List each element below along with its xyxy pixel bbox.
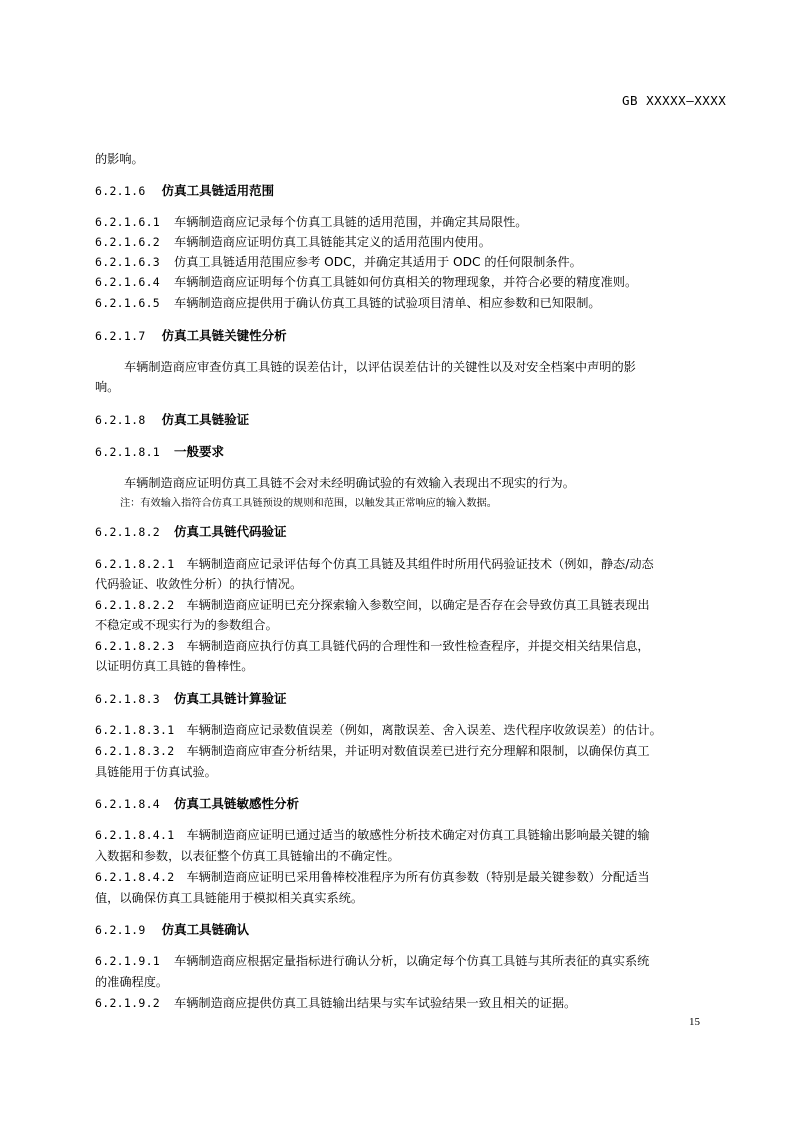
clause-text: 车辆制造商应根据定量指标进行确认分析，以确定每个仿真工具链与其所表征的真实系统 xyxy=(174,954,650,968)
section-6-2-1-8-heading xyxy=(95,410,249,428)
clause-number: 6.2.1.9.2 xyxy=(95,996,161,1010)
clause-6-2-1-6-5 xyxy=(95,294,601,311)
clause-text: 车辆制造商应提供用于确认仿真工具链的试验项目清单、相应参数和已知限制。 xyxy=(174,296,601,310)
paragraph-6-2-1-8-1: 车辆制造商应证明仿真工具链不会对未经明确试验的有效输入表现出不现实的行为。 xyxy=(124,476,575,490)
section-6-2-1-8-1-heading xyxy=(95,442,224,460)
clause-text: 车辆制造商应审查分析结果，并证明对数值误差已进行充分理解和限制，以确保仿真工 xyxy=(186,744,650,758)
section-6-2-1-8-4-heading xyxy=(95,794,299,812)
clause-6-2-1-6-4 xyxy=(95,273,637,290)
document-code-header: GB XXXXX—XXXX xyxy=(622,93,727,108)
clause-text: 车辆制造商应证明已通过适当的敏感性分析技术确定对仿真工具链输出影响最关键的输 xyxy=(186,828,650,842)
clause-text: 车辆制造商应记录数值误差（例如，离散误差、舍入误差、迭代程序收敛误差）的估计。 xyxy=(186,723,662,737)
section-number: 6.2.1.8.4 xyxy=(95,797,161,811)
clause-6-2-1-8-2-1-line2: 代码验证、收敛性分析）的执行情况。 xyxy=(95,577,303,591)
clause-number: 6.2.1.6.2 xyxy=(95,235,161,249)
clause-text: 车辆制造商应证明仿真工具链能其定义的适用范围内使用。 xyxy=(174,235,491,249)
section-number: 6.2.1.8.2 xyxy=(95,525,161,539)
page-number: 15 xyxy=(689,1016,700,1028)
section-title: 仿真工具链关键性分析 xyxy=(161,328,287,343)
clause-6-2-1-8-2-3-line2: 以证明仿真工具链的鲁棒性。 xyxy=(95,659,254,673)
section-6-2-1-8-3-heading xyxy=(95,689,287,707)
clause-6-2-1-6-1 xyxy=(95,213,527,230)
clause-text: 仿真工具链适用范围应参考 ODC，并确定其适用于 ODC 的任何限制条件。 xyxy=(174,255,582,269)
clause-6-2-1-8-2-3-line1 xyxy=(95,637,650,654)
section-title: 仿真工具链敏感性分析 xyxy=(174,796,300,811)
clause-text: 车辆制造商应提供仿真工具链输出结果与实车试验结果一致且相关的证据。 xyxy=(174,996,577,1010)
clause-text: 车辆制造商应记录评估每个仿真工具链及其组件时所用代码验证技术（例如，静态/动态 xyxy=(186,557,654,571)
section-6-2-1-7-heading xyxy=(95,326,287,344)
clause-6-2-1-8-2-2-line2: 不稳定或不现实行为的参数组合。 xyxy=(95,618,278,632)
clause-number: 6.2.1.6.4 xyxy=(95,275,161,289)
continuation-text: 的影响。 xyxy=(95,152,144,166)
clause-6-2-1-9-1-line1 xyxy=(95,952,649,969)
clause-6-2-1-8-3-2-line2: 具链能用于仿真试验。 xyxy=(95,765,217,779)
clause-number: 6.2.1.6.3 xyxy=(95,255,161,269)
section-title: 仿真工具链确认 xyxy=(161,922,250,937)
paragraph-6-2-1-7-line2: 响。 xyxy=(95,380,120,394)
section-number: 6.2.1.8 xyxy=(95,413,146,427)
clause-text: 车辆制造商应证明已采用鲁棒校准程序为所有仿真参数（特别是最关键参数）分配适当 xyxy=(186,870,650,884)
section-title: 仿真工具链适用范围 xyxy=(161,183,275,198)
clause-6-2-1-8-3-1 xyxy=(95,721,662,738)
clause-number: 6.2.1.8.4.2 xyxy=(95,870,175,884)
section-number: 6.2.1.8.1 xyxy=(95,445,161,459)
clause-6-2-1-8-2-1-line1 xyxy=(95,555,654,572)
clause-number: 6.2.1.6.1 xyxy=(95,215,161,229)
clause-6-2-1-8-4-2-line1 xyxy=(95,868,650,885)
clause-number: 6.2.1.6.5 xyxy=(95,296,161,310)
section-number: 6.2.1.7 xyxy=(95,329,146,343)
paragraph-6-2-1-7-line1: 车辆制造商应审查仿真工具链的误差估计，以评估误差估计的关键性以及对安全档案中声明的影 xyxy=(124,360,636,374)
section-number: 6.2.1.8.3 xyxy=(95,692,161,706)
section-number: 6.2.1.9 xyxy=(95,923,146,937)
clause-6-2-1-8-3-2-line1 xyxy=(95,742,650,759)
clause-number: 6.2.1.8.2.1 xyxy=(95,557,175,571)
clause-text: 车辆制造商应记录每个仿真工具链的适用范围，并确定其局限性。 xyxy=(174,215,528,229)
clause-number: 6.2.1.8.4.1 xyxy=(95,828,175,842)
clause-6-2-1-6-2 xyxy=(95,233,491,250)
section-number: 6.2.1.6 xyxy=(95,184,146,198)
section-6-2-1-6-heading xyxy=(95,181,274,199)
clause-6-2-1-6-3 xyxy=(95,253,582,270)
clause-number: 6.2.1.8.2.3 xyxy=(95,639,175,653)
section-6-2-1-8-2-heading xyxy=(95,522,287,540)
clause-6-2-1-9-1-line2: 的准确程度。 xyxy=(95,975,169,989)
section-title: 仿真工具链验证 xyxy=(161,412,250,427)
clause-6-2-1-8-4-1-line2: 入数据和参数，以表征整个仿真工具链输出的不确定性。 xyxy=(95,849,400,863)
clause-text: 车辆制造商应执行仿真工具链代码的合理性和一致性检查程序，并提交相关结果信息， xyxy=(186,639,650,653)
note-6-2-1-8-1: 注：有效输入指符合仿真工具链预设的规则和范围，以触发其正常响应的输入数据。 xyxy=(120,498,497,509)
clause-6-2-1-9-2 xyxy=(95,994,576,1011)
clause-number: 6.2.1.8.2.2 xyxy=(95,598,175,612)
section-title: 一般要求 xyxy=(174,444,225,459)
clause-number: 6.2.1.8.3.1 xyxy=(95,723,175,737)
clause-number: 6.2.1.8.3.2 xyxy=(95,744,175,758)
clause-6-2-1-8-4-1-line1 xyxy=(95,826,650,843)
clause-text: 车辆制造商应证明每个仿真工具链如何仿真相关的物理现象，并符合必要的精度准则。 xyxy=(174,275,638,289)
clause-number: 6.2.1.9.1 xyxy=(95,954,161,968)
section-title: 仿真工具链代码验证 xyxy=(174,524,287,539)
section-6-2-1-9-heading xyxy=(95,920,249,938)
clause-text: 车辆制造商应证明已充分探索输入参数空间，以确定是否存在会导致仿真工具链表现出 xyxy=(186,598,650,612)
section-title: 仿真工具链计算验证 xyxy=(174,691,287,706)
clause-6-2-1-8-4-2-line2: 值，以确保仿真工具链能用于模拟相关真实系统。 xyxy=(95,891,364,905)
clause-6-2-1-8-2-2-line1 xyxy=(95,596,650,613)
